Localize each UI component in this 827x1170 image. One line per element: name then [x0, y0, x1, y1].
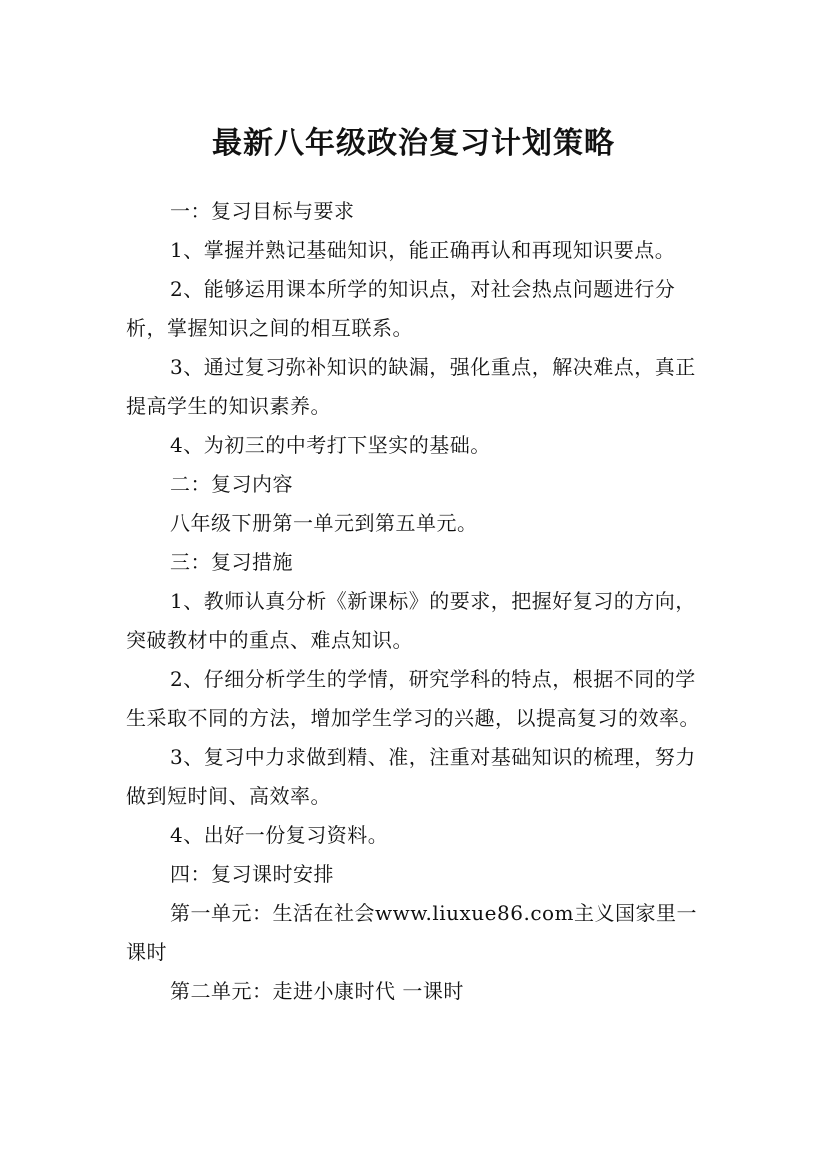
section-heading-content: 二：复习内容 — [170, 472, 293, 496]
document-title: 最新八年级政治复习计划策略 — [212, 126, 615, 162]
paragraph-schedule-unit-2: 第二单元：走进小康时代 一课时 — [170, 979, 464, 1003]
paragraph-measure-3: 3、复习中力求做到精、准，注重对基础知识的梳理，努力做到短时间、高效率。 — [126, 745, 696, 808]
paragraph-goal-2: 2、能够运用课本所学的知识点，对社会热点问题进行分析，掌握知识之间的相互联系。 — [126, 277, 676, 340]
paragraph-goal-3: 3、通过复习弥补知识的缺漏，强化重点，解决难点，真正提高学生的知识素养。 — [126, 355, 696, 418]
paragraph-content: 八年级下册第一单元到第五单元。 — [170, 511, 478, 535]
section-heading-schedule: 四：复习课时安排 — [170, 862, 334, 886]
paragraph-schedule-unit-1: 第一单元：生活在社会www.liuxue86.com主义国家里一课时 — [126, 901, 698, 964]
paragraph-measure-4: 4、出好一份复习资料。 — [170, 823, 389, 847]
paragraph-measure-2: 2、仔细分析学生的学情，研究学科的特点，根据不同的学生采取不同的方法，增加学生学习的兴趣，以提高复习的效率。 — [126, 667, 700, 730]
paragraph-goal-1: 1、掌握并熟记基础知识，能正确再认和再现知识要点。 — [170, 238, 676, 262]
paragraph-measure-1: 1、教师认真分析《新课标》的要求，把握好复习的方向，突破教材中的重点、难点知识。 — [126, 589, 696, 652]
section-heading-goals: 一：复习目标与要求 — [170, 199, 355, 223]
paragraph-goal-4: 4、为初三的中考打下坚实的基础。 — [170, 433, 491, 457]
section-heading-measures: 三：复习措施 — [170, 550, 293, 574]
document-body — [126, 192, 706, 1011]
